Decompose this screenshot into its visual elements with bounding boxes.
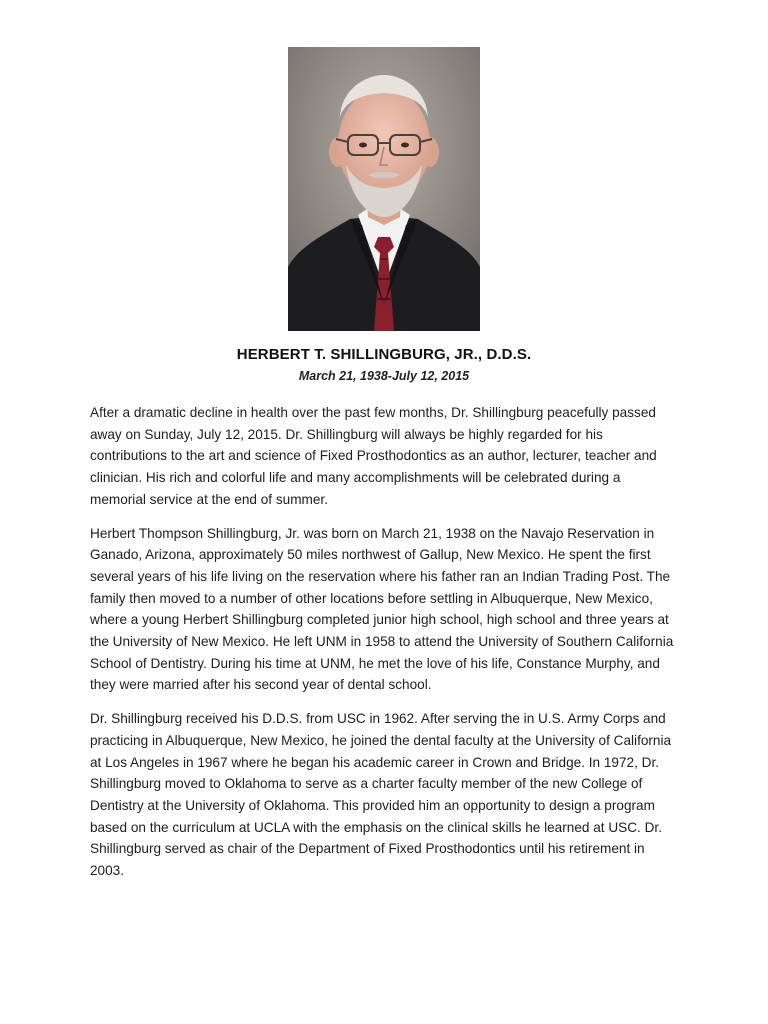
portrait-icon	[288, 47, 480, 331]
paragraph: Herbert Thompson Shillingburg, Jr. was born on March 21, 1938 on the Navajo Reservation in Ganado, Arizona, approximately 50 miles northwest of Gallup, New Mexico. He spent the first several years of his life living on the reservation where his father ran an Indian Trading Post. The family then moved to a number of other locations before settling in Albuquerque, New Mexico, where a young Herbert Shillingburg completed junior high school, high school and three years at the University of New Mexico. He left UNM in 1958 to attend the University of Southern California School of Dentistry. During his time at UNM, he met the love of his life, Constance Murphy, and they were married after his second year of dental school.	[90, 525, 674, 693]
paragraph: After a dramatic decline in health over the past few months, Dr. Shillingburg peacefully passed away on Sunday, July 12, 2015. Dr. Shillingburg will always be highly regarded for his contributions to the art and science of Fixed Prosthodontics as an author, lecturer, teacher and clinician. His rich and colorful life and many accomplishments will be celebrated during a memorial service at the end of summer.	[90, 405, 657, 507]
paragraph: Dr. Shillingburg received his D.D.S. from USC in 1962. After serving the in U.S. Army Corps and practicing in Albuquerque, New Mexico, he joined the dental faculty at the University of California at Los Angeles in 1967 where he began his academic career in Crown and Bridge. In 1972, Dr. Shillingburg moved to Oklahoma to serve as a charter faculty member of the new College of Dentistry at the University of Oklahoma. This provided him an opportunity to design a program based on the curriculum at UCLA with the emphasis on the clinical skills he learned at USC. Dr. Shillingburg served as chair of the Department of Fixed Prosthodontics until his retirement in 2003.	[90, 711, 672, 879]
page-title: HERBERT T. SHILLINGBURG, JR., D.D.S.	[236, 346, 532, 363]
obituary-text	[90, 402, 678, 894]
portrait-photo	[288, 47, 480, 331]
life-dates: March 21, 1938-July 12, 2015	[298, 369, 470, 383]
